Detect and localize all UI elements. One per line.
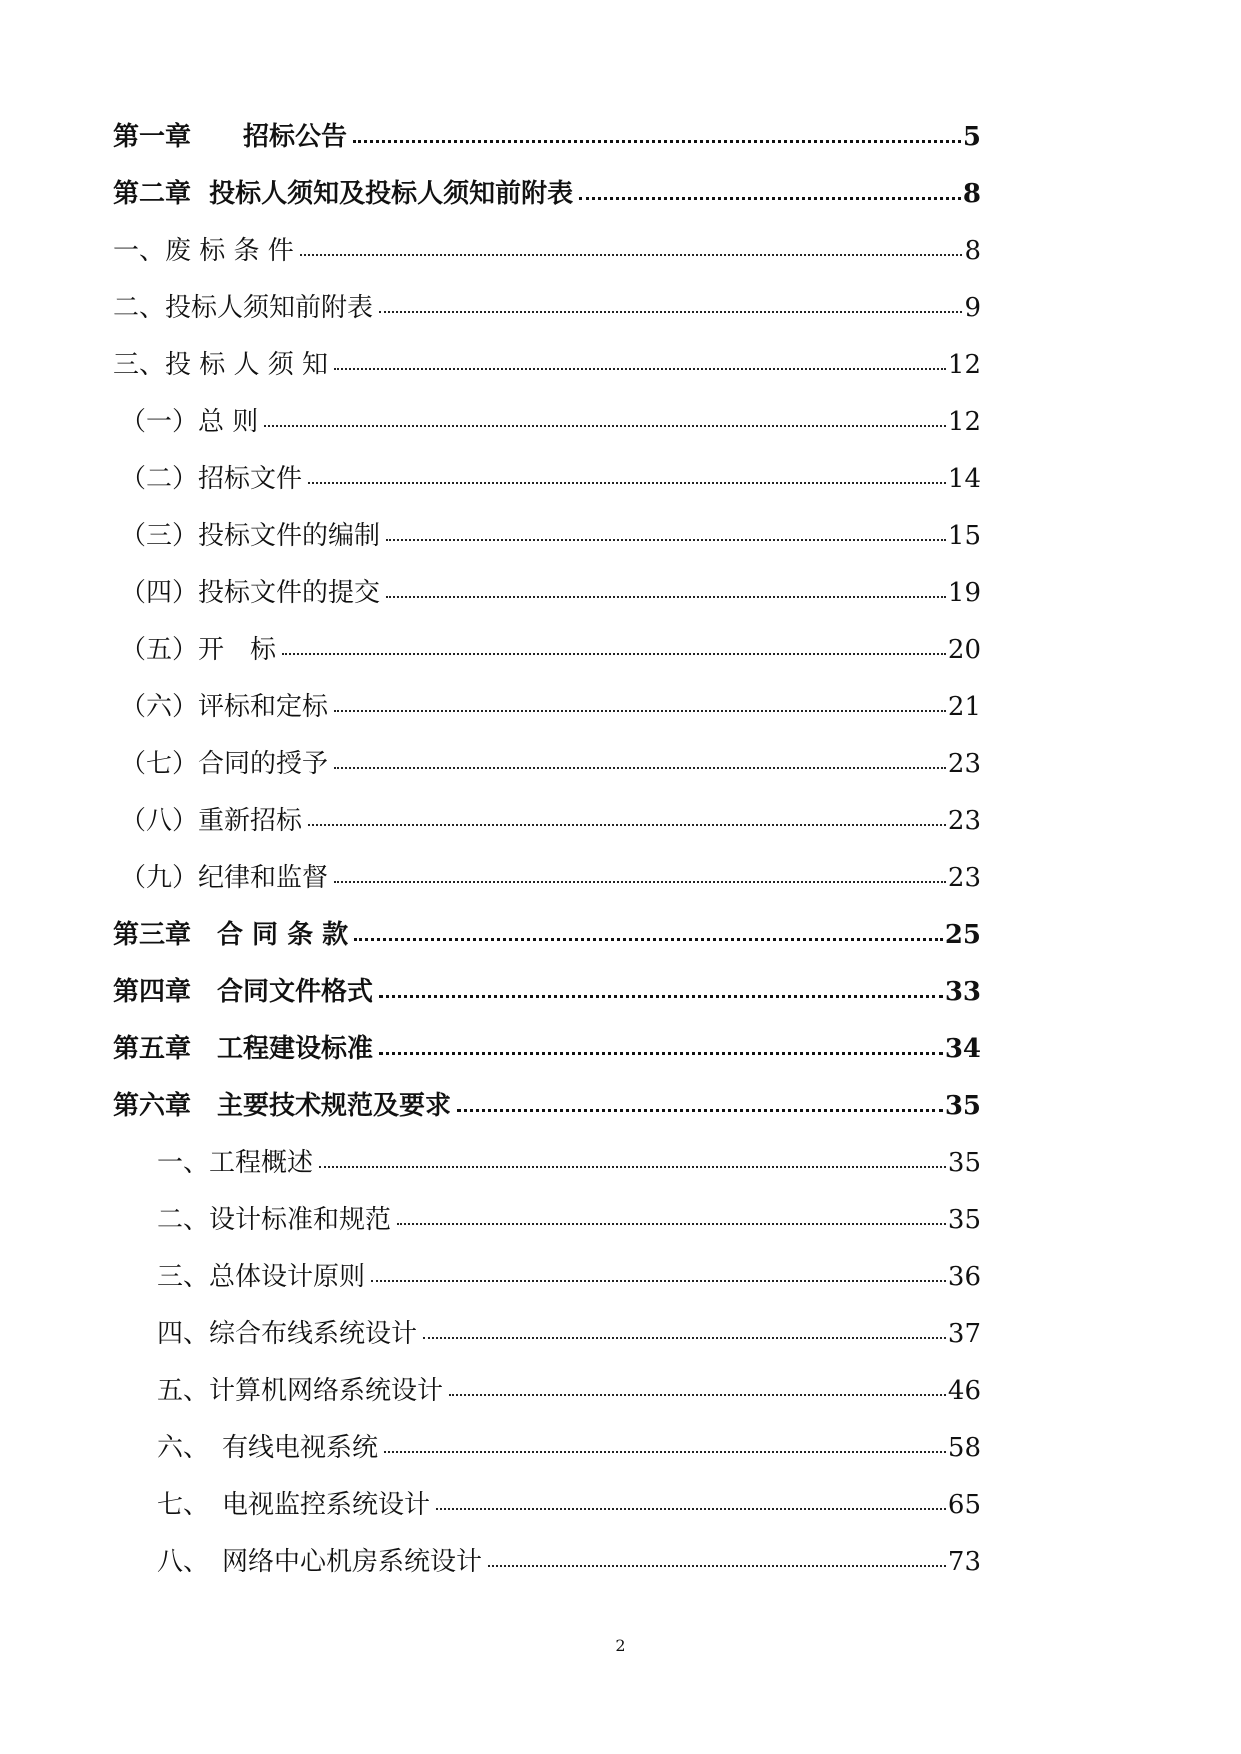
toc-page-number: 12 <box>947 350 981 380</box>
toc-page-number: 65 <box>947 1490 981 1520</box>
toc-page-number: 23 <box>947 806 981 836</box>
toc-leader-dots <box>354 932 943 941</box>
toc-leader-dots <box>353 134 961 143</box>
toc-entry-label: 八、 网络中心机房系统设计 <box>157 1547 483 1577</box>
toc-entry[interactable] <box>0 1192 1241 1249</box>
toc-page-number: 35 <box>947 1205 981 1235</box>
toc-leader-dots <box>282 647 946 655</box>
toc-entry-label: 一、工程概述 <box>157 1148 314 1178</box>
toc-entry-label: （三）投标文件的编制 <box>120 521 381 551</box>
toc-entry-label: （二）招标文件 <box>120 464 303 494</box>
toc-entry[interactable] <box>0 622 1241 679</box>
toc-entry[interactable] <box>0 736 1241 793</box>
toc-entry[interactable] <box>0 679 1241 736</box>
toc-leader-dots <box>449 1388 946 1396</box>
toc-entry-label: 第二章 投标人须知及投标人须知前附表 <box>113 179 574 209</box>
toc-page-number: 19 <box>947 578 981 608</box>
toc-leader-dots <box>308 476 946 484</box>
toc-entry-label: 二、投标人须知前附表 <box>113 293 374 323</box>
toc-leader-dots <box>386 533 946 541</box>
toc-page-number: 15 <box>947 521 981 551</box>
toc-page-number: 14 <box>947 464 981 494</box>
toc-leader-dots <box>264 419 946 427</box>
toc-entry[interactable] <box>0 337 1241 394</box>
toc-entry-label: 二、设计标准和规范 <box>157 1205 392 1235</box>
toc-entry[interactable] <box>0 223 1241 280</box>
toc-entry-label: （四）投标文件的提交 <box>120 578 381 608</box>
toc-page-number: 25 <box>944 920 981 950</box>
toc-page-number: 33 <box>944 977 981 1007</box>
toc-page-number: 35 <box>944 1091 981 1121</box>
toc-leader-dots <box>371 1274 946 1282</box>
toc-entry[interactable] <box>0 1363 1241 1420</box>
toc-page-number: 23 <box>947 749 981 779</box>
toc-leader-dots <box>488 1559 946 1567</box>
table-of-contents <box>0 109 1241 1591</box>
toc-entry[interactable] <box>0 850 1241 907</box>
toc-entry-label: 六、 有线电视系统 <box>157 1433 379 1463</box>
toc-page-number: 37 <box>947 1319 981 1349</box>
toc-entry-label: （五）开 标 <box>120 635 277 665</box>
toc-page-number: 8 <box>962 179 981 209</box>
toc-entry[interactable] <box>0 793 1241 850</box>
toc-entry[interactable] <box>0 964 1241 1021</box>
toc-leader-dots <box>379 989 943 998</box>
toc-leader-dots <box>379 1046 943 1055</box>
toc-entry-label: （七）合同的授予 <box>120 749 329 779</box>
toc-leader-dots <box>319 1160 946 1168</box>
toc-leader-dots <box>334 704 946 712</box>
toc-page-number: 5 <box>962 122 981 152</box>
toc-entry-label: （六）评标和定标 <box>120 692 329 722</box>
toc-entry-label: 第一章 招标公告 <box>113 122 348 152</box>
toc-page-number: 8 <box>964 236 981 266</box>
toc-entry[interactable] <box>0 1420 1241 1477</box>
toc-entry[interactable] <box>0 1249 1241 1306</box>
toc-leader-dots <box>334 362 946 370</box>
toc-entry-label: （八）重新招标 <box>120 806 303 836</box>
toc-page-number: 20 <box>947 635 981 665</box>
toc-leader-dots <box>397 1217 946 1225</box>
toc-leader-dots <box>436 1502 946 1510</box>
toc-entry[interactable] <box>0 166 1241 223</box>
toc-entry[interactable] <box>0 280 1241 337</box>
toc-entry[interactable] <box>0 1021 1241 1078</box>
toc-leader-dots <box>334 761 946 769</box>
toc-leader-dots <box>379 305 962 313</box>
toc-entry[interactable] <box>0 1078 1241 1135</box>
toc-page-number: 34 <box>944 1034 981 1064</box>
toc-entry-label: 四、综合布线系统设计 <box>157 1319 418 1349</box>
toc-leader-dots <box>579 191 961 200</box>
toc-page-number: 58 <box>947 1433 981 1463</box>
page-number: 2 <box>615 1636 626 1655</box>
toc-entry-label: （一）总 则 <box>120 407 259 437</box>
toc-entry-label: 五、计算机网络系统设计 <box>157 1376 444 1406</box>
toc-entry-label: 第五章 工程建设标准 <box>113 1034 374 1064</box>
toc-entry-label: 三、投 标 人 须 知 <box>113 350 329 380</box>
toc-entry-label: 一、废 标 条 件 <box>113 236 294 266</box>
toc-page-number: 46 <box>947 1376 981 1406</box>
toc-entry-label: （九）纪律和监督 <box>120 863 329 893</box>
toc-entry[interactable] <box>0 451 1241 508</box>
toc-entry[interactable] <box>0 1534 1241 1591</box>
toc-entry[interactable] <box>0 907 1241 964</box>
toc-entry[interactable] <box>0 565 1241 622</box>
toc-page-number: 12 <box>947 407 981 437</box>
toc-leader-dots <box>384 1445 946 1453</box>
toc-page-number: 73 <box>947 1547 981 1577</box>
toc-entry[interactable] <box>0 394 1241 451</box>
toc-leader-dots <box>423 1331 946 1339</box>
toc-entry-label: 第六章 主要技术规范及要求 <box>113 1091 452 1121</box>
toc-entry[interactable] <box>0 1135 1241 1192</box>
toc-entry-label: 第三章 合 同 条 款 <box>113 920 349 950</box>
toc-entry[interactable] <box>0 109 1241 166</box>
toc-page-number: 36 <box>947 1262 981 1292</box>
toc-entry-label: 三、总体设计原则 <box>157 1262 366 1292</box>
toc-entry-label: 第四章 合同文件格式 <box>113 977 374 1007</box>
toc-entry[interactable] <box>0 508 1241 565</box>
toc-leader-dots <box>457 1103 943 1112</box>
toc-page-number: 35 <box>947 1148 981 1178</box>
toc-leader-dots <box>334 875 946 883</box>
toc-page-number: 21 <box>947 692 981 722</box>
toc-leader-dots <box>308 818 946 826</box>
toc-page-number: 23 <box>947 863 981 893</box>
toc-leader-dots <box>300 248 963 256</box>
toc-entry[interactable] <box>0 1477 1241 1534</box>
toc-entry[interactable] <box>0 1306 1241 1363</box>
toc-page-number: 9 <box>964 293 981 323</box>
toc-entry-label: 七、 电视监控系统设计 <box>157 1490 431 1520</box>
toc-leader-dots <box>386 590 946 598</box>
